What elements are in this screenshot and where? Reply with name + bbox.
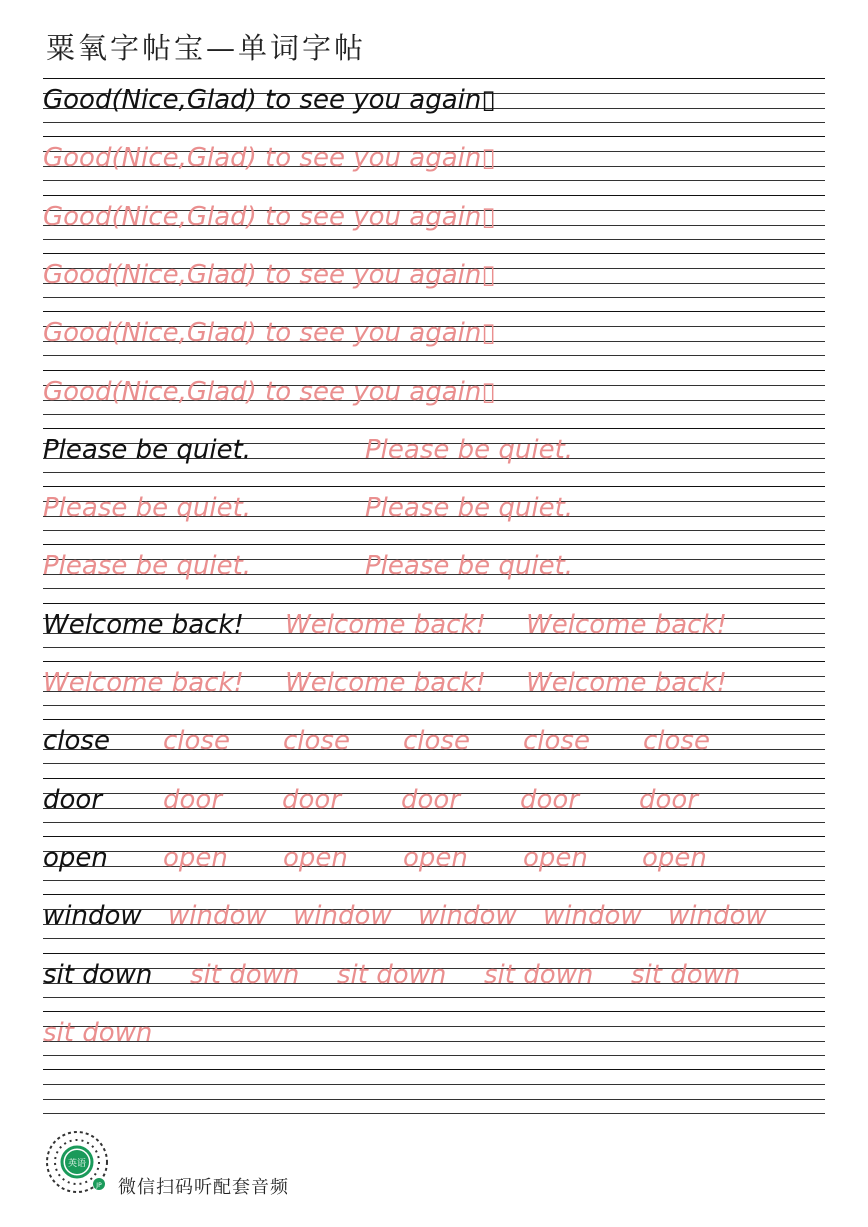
page-title: 粟氧字帖宝—单词字帖 [46, 31, 367, 65]
trace-phrase: sit down [43, 1018, 153, 1048]
guide-line [43, 705, 825, 706]
trace-phrase: sit down [484, 960, 594, 990]
trace-phrase: window [293, 901, 392, 931]
trace-phrase: Please be quiet. [365, 551, 574, 581]
badge-sub: JP [96, 1182, 102, 1189]
footer-caption: 微信扫码听配套音频 [118, 1177, 289, 1198]
trace-phrase: door [520, 785, 580, 815]
guide-line [43, 78, 825, 79]
model-phrase: close [43, 726, 110, 756]
model-phrase: sit down [43, 960, 153, 990]
trace-phrase: Welcome back! [285, 668, 486, 698]
trace-phrase: Good(Nice,Glad) to see you again▯ [43, 318, 496, 348]
trace-phrase: Welcome back! [526, 668, 727, 698]
trace-phrase: Welcome back! [43, 668, 244, 698]
trace-phrase: door [639, 785, 699, 815]
model-phrase: Welcome back! [43, 610, 244, 640]
guide-line [43, 661, 825, 662]
trace-phrase: sit down [190, 960, 300, 990]
guide-line [43, 588, 825, 589]
trace-phrase: window [168, 901, 267, 931]
guide-line [43, 997, 825, 998]
guide-line [43, 428, 825, 429]
guide-line [43, 1041, 825, 1042]
trace-phrase: sit down [631, 960, 741, 990]
badge-label: 英语 [67, 1159, 87, 1169]
guide-line [43, 894, 825, 895]
guide-line [43, 544, 825, 545]
trace-phrase: close [643, 726, 710, 756]
guide-line [43, 1011, 825, 1012]
guide-line [43, 311, 825, 312]
trace-phrase: open [642, 843, 707, 873]
guide-line [43, 953, 825, 954]
trace-phrase: close [403, 726, 470, 756]
guide-line [43, 763, 825, 764]
trace-phrase: sit down [337, 960, 447, 990]
trace-phrase: Good(Nice,Glad) to see you again▯ [43, 143, 496, 173]
trace-phrase: Please be quiet. [43, 551, 252, 581]
guide-line [43, 719, 825, 720]
guide-line [43, 1026, 825, 1027]
guide-line [43, 472, 825, 473]
guide-line [43, 370, 825, 371]
guide-line [43, 195, 825, 196]
guide-line [43, 136, 825, 137]
trace-phrase: Please be quiet. [365, 493, 574, 523]
guide-line [43, 297, 825, 298]
trace-phrase: door [401, 785, 461, 815]
guide-line [43, 778, 825, 779]
model-phrase: door [43, 785, 103, 815]
trace-phrase: door [282, 785, 342, 815]
model-phrase: window [43, 901, 142, 931]
guide-line [43, 239, 825, 240]
guide-line [43, 414, 825, 415]
footer [42, 1128, 342, 1198]
model-phrase: Good(Nice,Glad) to see you again▯ [43, 85, 496, 115]
trace-phrase: Good(Nice,Glad) to see you again▯ [43, 202, 496, 232]
guide-line [43, 180, 825, 181]
model-phrase: Please be quiet. [43, 435, 252, 465]
guide-line [43, 1084, 825, 1085]
trace-phrase: close [163, 726, 230, 756]
trace-phrase: Welcome back! [526, 610, 727, 640]
trace-phrase: open [403, 843, 468, 873]
trace-phrase: open [283, 843, 348, 873]
trace-phrase: door [163, 785, 223, 815]
trace-phrase: window [543, 901, 642, 931]
guide-line [43, 880, 825, 881]
trace-phrase: window [418, 901, 517, 931]
trace-phrase: Good(Nice,Glad) to see you again▯ [43, 260, 496, 290]
qr-code-icon[interactable] [42, 1128, 114, 1198]
handwriting-practice-sheet [43, 70, 825, 1130]
trace-phrase: Good(Nice,Glad) to see you again▯ [43, 377, 496, 407]
trace-phrase: Please be quiet. [365, 435, 574, 465]
trace-phrase: close [283, 726, 350, 756]
trace-phrase: Welcome back! [285, 610, 486, 640]
guide-line [43, 1069, 825, 1070]
guide-line [43, 938, 825, 939]
trace-phrase: open [523, 843, 588, 873]
guide-line [43, 122, 825, 123]
guide-line [43, 355, 825, 356]
guide-line [43, 1055, 825, 1056]
guide-line [43, 530, 825, 531]
trace-phrase: open [163, 843, 228, 873]
guide-line [43, 603, 825, 604]
guide-line [43, 1099, 825, 1100]
guide-line [43, 822, 825, 823]
trace-phrase: Please be quiet. [43, 493, 252, 523]
guide-line [43, 647, 825, 648]
model-phrase: open [43, 843, 108, 873]
trace-phrase: window [668, 901, 767, 931]
trace-phrase: close [523, 726, 590, 756]
guide-line [43, 836, 825, 837]
guide-line [43, 486, 825, 487]
guide-line [43, 253, 825, 254]
guide-line [43, 1113, 825, 1114]
